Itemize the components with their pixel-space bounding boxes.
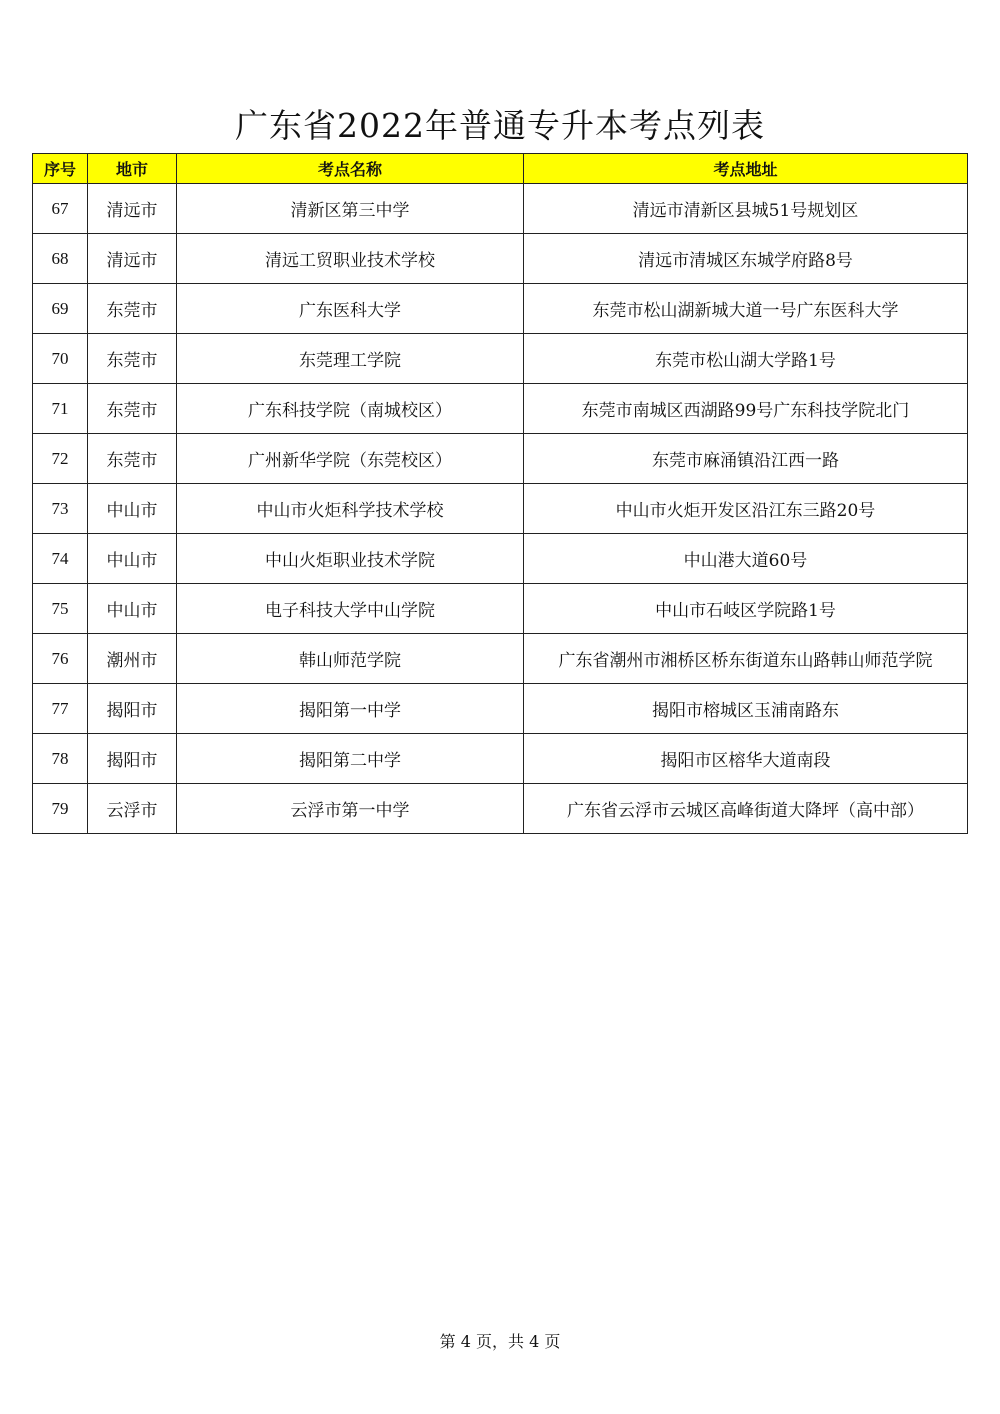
column-header-site-name: 考点名称 (177, 154, 524, 184)
cell-site-address: 中山市石岐区学院路1号 (524, 584, 968, 634)
cell-city: 揭阳市 (88, 734, 177, 784)
page-title: 广东省2022年普通专升本考点列表 (235, 106, 765, 145)
cell-index: 78 (33, 734, 88, 784)
cell-city: 清远市 (88, 184, 177, 234)
table-row (33, 534, 968, 584)
table-row (33, 784, 968, 834)
table-row (33, 684, 968, 734)
cell-index: 68 (33, 234, 88, 284)
cell-site-address: 揭阳市区榕华大道南段 (524, 734, 968, 784)
cell-site-name: 中山火炬职业技术学院 (177, 534, 524, 584)
cell-site-address: 清远市清新区县城51号规划区 (524, 184, 968, 234)
cell-city: 清远市 (88, 234, 177, 284)
cell-index: 73 (33, 484, 88, 534)
cell-site-address: 东莞市麻涌镇沿江西一路 (524, 434, 968, 484)
column-header-index: 序号 (33, 154, 88, 184)
cell-index: 76 (33, 634, 88, 684)
cell-city: 东莞市 (88, 284, 177, 334)
cell-site-name: 韩山师范学院 (177, 634, 524, 684)
table-row (33, 434, 968, 484)
cell-site-name: 云浮市第一中学 (177, 784, 524, 834)
cell-city: 中山市 (88, 534, 177, 584)
table-row (33, 734, 968, 784)
cell-index: 75 (33, 584, 88, 634)
cell-site-name: 揭阳第二中学 (177, 734, 524, 784)
cell-site-name: 中山市火炬科学技术学校 (177, 484, 524, 534)
cell-site-address: 东莞市松山湖大学路1号 (524, 334, 968, 384)
cell-site-name: 广东科技学院（南城校区） (177, 384, 524, 434)
exam-sites-table (32, 153, 968, 834)
table-row (33, 334, 968, 384)
cell-city: 东莞市 (88, 434, 177, 484)
cell-site-name: 广东医科大学 (177, 284, 524, 334)
cell-index: 69 (33, 284, 88, 334)
cell-site-address: 中山港大道60号 (524, 534, 968, 584)
table-row (33, 184, 968, 234)
table-row (33, 484, 968, 534)
table-header-row (33, 154, 968, 184)
cell-index: 71 (33, 384, 88, 434)
cell-site-name: 广州新华学院（东莞校区） (177, 434, 524, 484)
cell-index: 79 (33, 784, 88, 834)
cell-site-name: 揭阳第一中学 (177, 684, 524, 734)
cell-site-address: 东莞市南城区西湖路99号广东科技学院北门 (524, 384, 968, 434)
cell-city: 中山市 (88, 584, 177, 634)
cell-city: 云浮市 (88, 784, 177, 834)
cell-site-address: 广东省潮州市湘桥区桥东街道东山路韩山师范学院 (524, 634, 968, 684)
cell-site-address: 广东省云浮市云城区高峰街道大降坪（高中部） (524, 784, 968, 834)
cell-index: 67 (33, 184, 88, 234)
cell-city: 东莞市 (88, 384, 177, 434)
cell-site-address: 东莞市松山湖新城大道一号广东医科大学 (524, 284, 968, 334)
column-header-site-address: 考点地址 (524, 154, 968, 184)
table-row (33, 384, 968, 434)
cell-city: 潮州市 (88, 634, 177, 684)
cell-city: 揭阳市 (88, 684, 177, 734)
cell-site-address: 清远市清城区东城学府路8号 (524, 234, 968, 284)
table-row (33, 584, 968, 634)
cell-city: 东莞市 (88, 334, 177, 384)
cell-site-address: 揭阳市榕城区玉浦南路东 (524, 684, 968, 734)
cell-index: 70 (33, 334, 88, 384)
table-row (33, 284, 968, 334)
cell-site-name: 电子科技大学中山学院 (177, 584, 524, 634)
cell-city: 中山市 (88, 484, 177, 534)
column-header-city: 地市 (88, 154, 177, 184)
cell-index: 74 (33, 534, 88, 584)
table-body (33, 184, 968, 834)
table-row (33, 634, 968, 684)
cell-site-name: 清远工贸职业技术学校 (177, 234, 524, 284)
cell-site-address: 中山市火炬开发区沿江东三路20号 (524, 484, 968, 534)
cell-index: 72 (33, 434, 88, 484)
table-row (33, 234, 968, 284)
cell-site-name: 东莞理工学院 (177, 334, 524, 384)
page-footer: 第 4 页，共 4 页 (439, 1332, 561, 1351)
cell-index: 77 (33, 684, 88, 734)
cell-site-name: 清新区第三中学 (177, 184, 524, 234)
